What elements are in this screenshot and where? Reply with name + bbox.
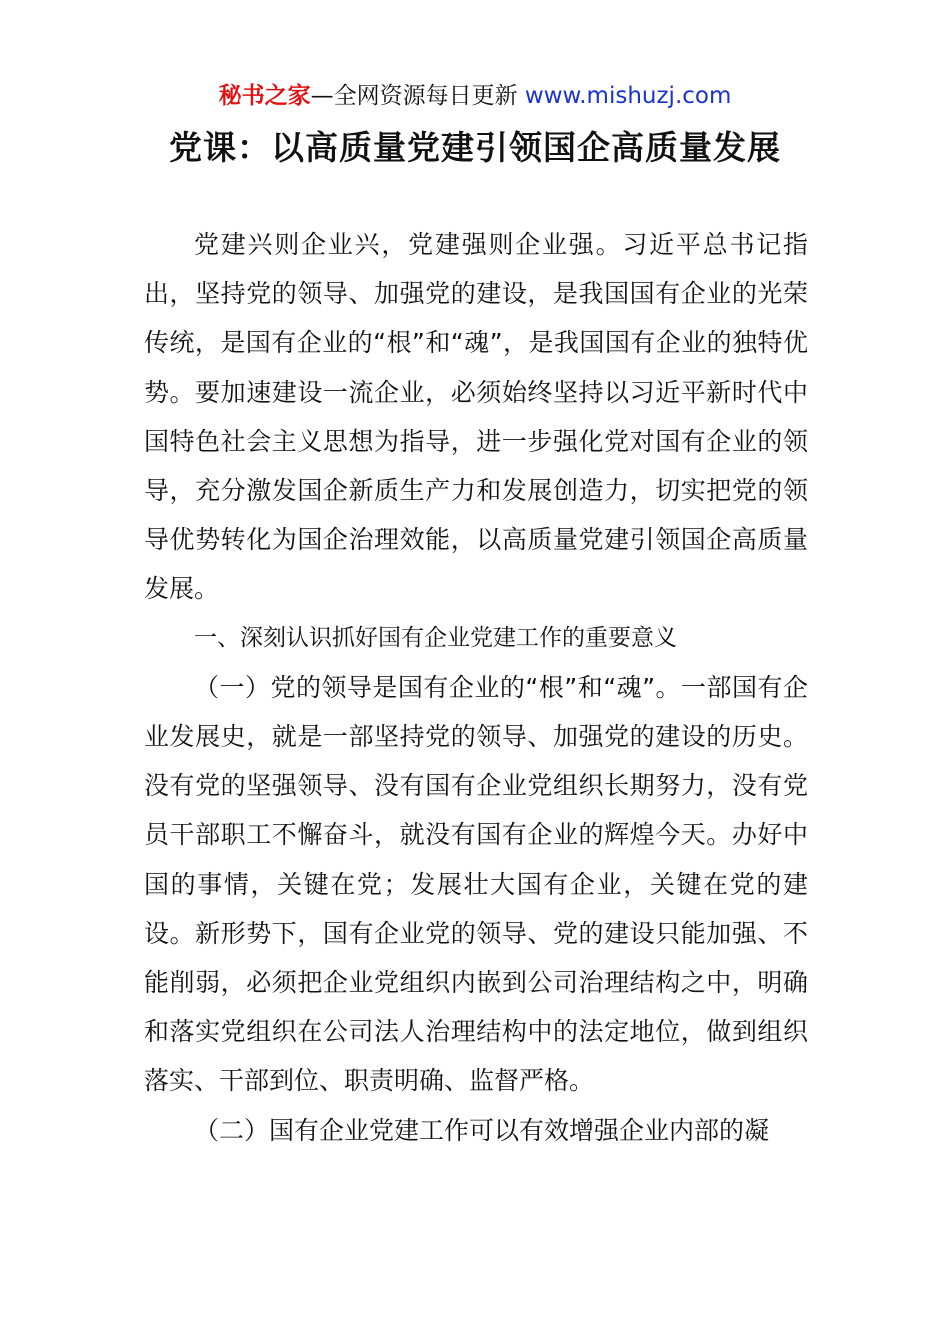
site-watermark (0, 80, 950, 112)
paragraph-intro: 党建兴则企业兴，党建强则企业强。习近平总书记指出，坚持党的领导、加强党的建设，是我国国有企业的光荣传统，是国有企业的“根”和“魂”，是我国国有企业的独特优势。要加速建设一流企业，必须始终坚持以习近平新时代中国特色社会主义思想为指导，进一步强化党对国有企业的领导，充分激发国企新质生产力和发展创造力，切实把党的领导优势转化为国企治理效能，以高质量党建引领国企高质量发展。 (144, 230, 808, 604)
paragraph-subsection-2: （二）国有企业党建工作可以有效增强企业内部的凝 (194, 1115, 770, 1145)
watermark-tagline: —全网资源每日更新 (310, 83, 525, 109)
section-heading-1: 一、深刻认识抓好国有企业党建工作的重要意义 (194, 624, 677, 651)
watermark-url[interactable]: www.mishuzj.com (524, 83, 732, 109)
document-body (144, 220, 808, 1155)
watermark-brand: 秘书之家 (218, 83, 311, 109)
document-title: 党课：以高质量党建引领国企高质量发展 (169, 128, 781, 167)
paragraph-subsection-1: （一）党的领导是国有企业的“根”和“魂”。一部国有企业发展史，就是一部坚持党的领导、加强党的建设的历史。没有党的坚强领导、没有国有企业党组织长期努力，没有党员干部职工不懈奋斗，就没有国有企业的辉煌今天。办好中国的事情，关键在党；发展壮大国有企业，关键在党的建设。新形势下，国有企业党的领导、党的建设只能加强、不能削弱，必须把企业党组织内嵌到公司治理结构之中，明确和落实党组织在公司法人治理结构中的法定地位，做到组织落实、干部到位、职责明确、监督严格。 (144, 672, 808, 1096)
